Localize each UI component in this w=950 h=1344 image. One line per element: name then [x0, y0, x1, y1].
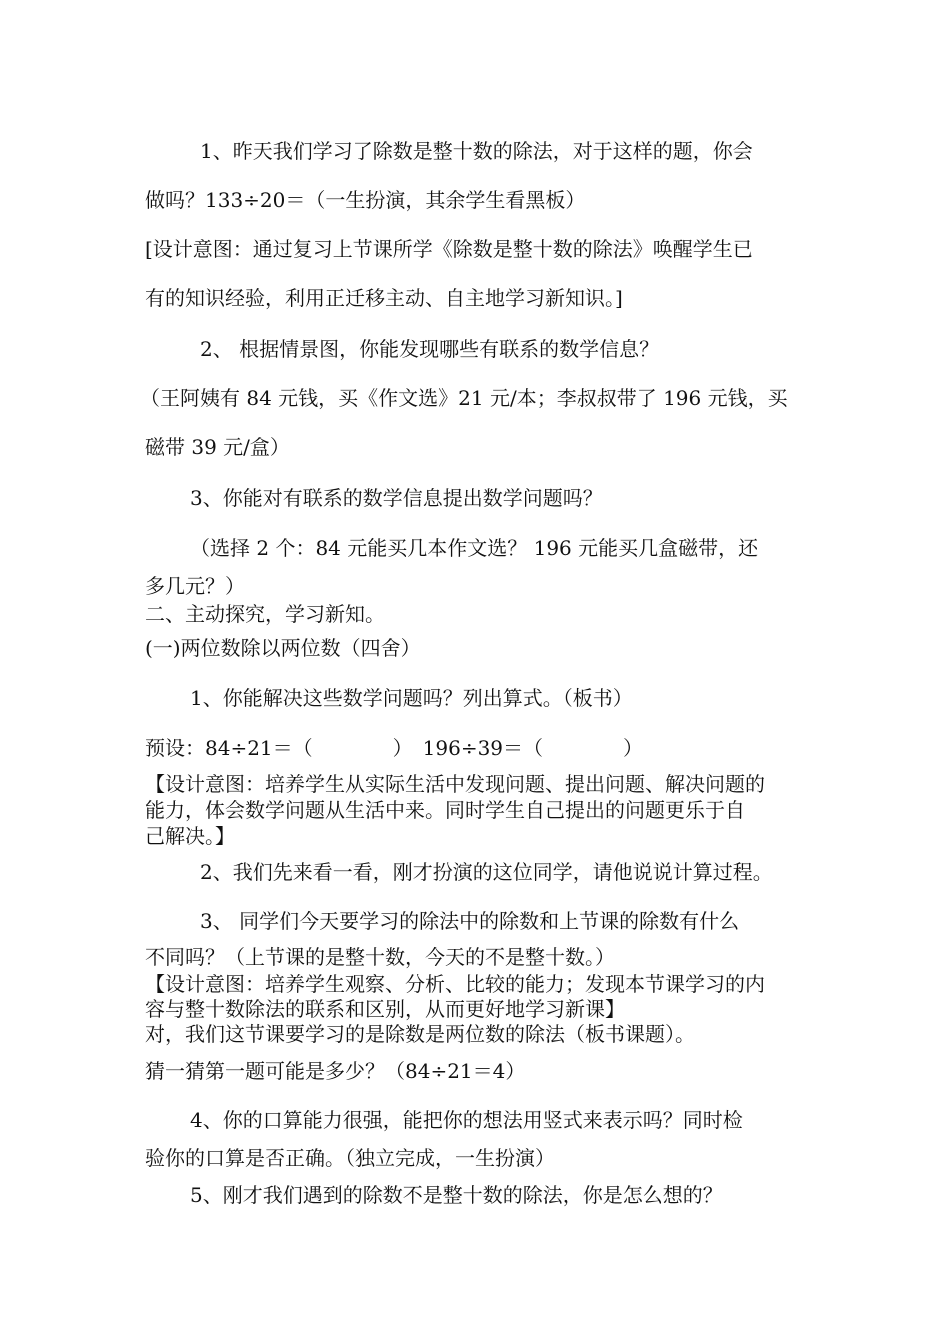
text-line: 2、我们先来看一看，刚才扮演的这位同学，请他说说计算过程。: [200, 860, 773, 884]
text-line: 能力，体会数学问题从生活中来。同时学生自己提出的问题更乐于自: [145, 798, 745, 822]
text-line: 预设：84÷21＝（ ） 196÷39＝（ ）: [145, 736, 644, 760]
text-line: 2、 根据情景图，你能发现哪些有联系的数学信息？: [200, 337, 660, 361]
section-heading: 二、主动探究，学习新知。: [145, 602, 385, 626]
text-line: 不同吗？（上节课的是整十数，今天的不是整十数。）: [145, 945, 615, 969]
text-line: （选择 2 个：84 元能买几本作文选？ 196 元能买几盒磁带，还: [190, 536, 759, 560]
text-line: 5、刚才我们遇到的除数不是整十数的除法，你是怎么想的？: [190, 1183, 723, 1207]
text-line: 4、你的口算能力很强，能把你的想法用竖式来表示吗？同时检: [190, 1108, 743, 1132]
text-line: 磁带 39 元/盒）: [145, 435, 290, 459]
text-line: （王阿姨有 84 元钱，买《作文选》21 元/本；李叔叔带了 196 元钱，买: [140, 386, 788, 410]
text-line: 多几元？）: [145, 574, 245, 598]
text-line: 【设计意图：培养学生观察、分析、比较的能力；发现本节课学习的内: [145, 972, 765, 996]
text-line: 有的知识经验，利用正迁移主动、自主地学习新知识。]: [145, 286, 623, 310]
text-line: 3、 同学们今天要学习的除法中的除数和上节课的除数有什么: [200, 909, 740, 933]
text-line: 做吗？133÷20＝（一生扮演，其余学生看黑板）: [145, 188, 586, 212]
text-line: 容与整十数除法的联系和区别，从而更好地学习新课】: [145, 997, 625, 1021]
text-line: 猜一猜第一题可能是多少？（84÷21＝4）: [145, 1059, 526, 1083]
text-line: 【设计意图：培养学生从实际生活中发现问题、提出问题、解决问题的: [145, 772, 765, 796]
text-line: [设计意图：通过复习上节课所学《除数是整十数的除法》唤醒学生已: [145, 237, 753, 261]
text-line: 对，我们这节课要学习的是除数是两位数的除法（板书课题）。: [145, 1022, 695, 1046]
text-line: 1、你能解决这些数学问题吗？列出算式。（板书）: [190, 686, 633, 710]
text-line: 己解决。】: [145, 824, 235, 848]
subsection-heading: (一)两位数除以两位数（四舍）: [145, 636, 421, 660]
text-line: 3、你能对有联系的数学信息提出数学问题吗？: [190, 486, 603, 510]
text-line: 验你的口算是否正确。（独立完成，一生扮演）: [145, 1146, 555, 1170]
text-line: 1、昨天我们学习了除数是整十数的除法，对于这样的题，你会: [200, 139, 753, 163]
